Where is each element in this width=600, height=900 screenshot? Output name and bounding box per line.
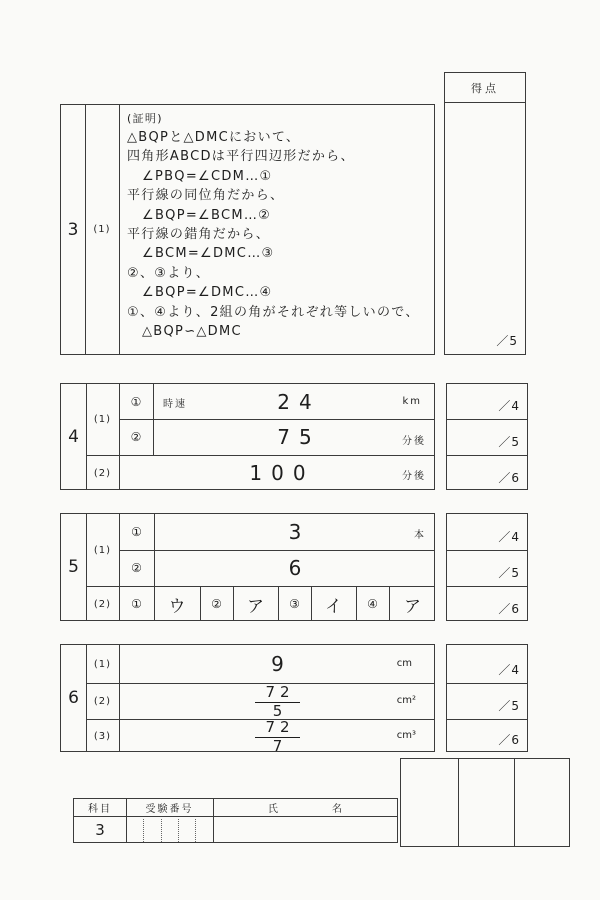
q5-choice-label-3: ③ bbox=[289, 597, 300, 611]
q4-row3-answer-cell bbox=[119, 455, 436, 491]
q6-score-box bbox=[446, 644, 528, 752]
q6-score-2: ／5 bbox=[498, 699, 520, 713]
q5-score-cell-2 bbox=[447, 550, 527, 586]
q3-part-label: (1) bbox=[93, 224, 111, 235]
q6-row2-answer-cell bbox=[119, 683, 436, 719]
q5-part1-cell bbox=[86, 514, 119, 586]
name-header-cell bbox=[213, 799, 399, 816]
q5-part2-cell bbox=[86, 586, 119, 622]
q6-score-cell-2 bbox=[447, 683, 527, 719]
q4-score-box bbox=[446, 383, 528, 490]
q6-score-3: ／6 bbox=[498, 733, 520, 747]
q6-row1-unit: cm bbox=[396, 658, 412, 669]
q6-row3-answer-cell bbox=[119, 719, 436, 753]
q6-score-1: ／4 bbox=[498, 663, 520, 677]
examno-header-cell bbox=[126, 799, 213, 816]
q4-part1-cell bbox=[86, 384, 119, 455]
q5-choice-label-cell bbox=[278, 586, 311, 622]
q6-number: 6 bbox=[68, 688, 79, 708]
q6-part1-cell bbox=[86, 645, 119, 683]
q6-number-cell bbox=[61, 645, 86, 751]
q6-part2-cell bbox=[86, 683, 119, 719]
q4-score-3: ／6 bbox=[498, 471, 520, 485]
q6-row3-numerator: 72 bbox=[255, 719, 299, 738]
q5-row1-answer: 3 bbox=[288, 520, 311, 544]
q5-number-cell bbox=[61, 514, 86, 620]
q3-number: 3 bbox=[67, 219, 79, 240]
score-header-divider bbox=[445, 102, 525, 103]
q6-row1-answer-cell bbox=[119, 645, 436, 683]
exam-number-label: 受験番号 bbox=[145, 804, 194, 815]
q6-row2-fraction bbox=[255, 684, 299, 719]
q5-number: 5 bbox=[68, 557, 79, 577]
q5-row2-circle: ② bbox=[131, 561, 142, 575]
grading-box bbox=[400, 758, 570, 847]
q4-row1-unit: km bbox=[402, 396, 422, 407]
subject-header-cell bbox=[74, 799, 126, 816]
q4-part1-label: (1) bbox=[93, 414, 112, 425]
q4-score-1: ／4 bbox=[498, 399, 520, 413]
q6-score-cell-3 bbox=[447, 719, 527, 753]
q4-row2-circle: ② bbox=[130, 430, 142, 444]
name-input-cell bbox=[213, 816, 399, 844]
q5-score-1: ／4 bbox=[498, 530, 520, 544]
proof-line: ∠PBQ=∠CDM…① bbox=[142, 168, 273, 184]
q4-part2-label: (2) bbox=[93, 467, 112, 479]
q5-choice-label-2: ② bbox=[211, 597, 222, 611]
q5-part1-label: (1) bbox=[93, 544, 112, 556]
q6-part3-label: (3) bbox=[93, 730, 112, 742]
q6-box bbox=[60, 644, 435, 755]
score-column-box bbox=[444, 72, 526, 355]
grading-box-cell bbox=[401, 759, 458, 846]
q4-row3-answer: 100 bbox=[249, 461, 315, 485]
q5-score-3: ／6 bbox=[498, 602, 520, 616]
q6-part3-cell bbox=[86, 719, 119, 753]
proof-line: △BQP∽△DMC bbox=[142, 324, 242, 340]
subject-label: 科目 bbox=[88, 804, 112, 815]
q5-choice-answer-4: ア bbox=[404, 596, 421, 617]
q6-row2-unit: cm² bbox=[396, 695, 416, 706]
score-column-header bbox=[445, 73, 525, 102]
q4-row3-unit: 分後 bbox=[402, 471, 426, 482]
proof-line: 平行線の錯角だから、 bbox=[127, 227, 271, 243]
q6-part1-label: (1) bbox=[93, 658, 112, 670]
q4-row2-circle-cell bbox=[119, 419, 153, 455]
q5-choice-answer-2: ア bbox=[247, 596, 264, 617]
q5-row2-circle-cell bbox=[119, 550, 154, 586]
q3-box bbox=[60, 104, 435, 355]
q5-choice-answer-cell bbox=[311, 586, 356, 622]
score-header-label: 得点 bbox=[471, 81, 499, 95]
q4-row2-answer-cell bbox=[153, 419, 436, 455]
q5-row1-circle-cell bbox=[119, 514, 154, 550]
proof-line: △BQPと△DMCにおいて、 bbox=[127, 130, 301, 145]
q4-row1-circle: ① bbox=[130, 394, 142, 409]
q3-part-divider bbox=[119, 105, 120, 354]
candidate-info-table bbox=[73, 798, 398, 843]
examno-digit-divider bbox=[143, 819, 144, 842]
proof-line: ①、④より、2組の角がそれぞれ等しいので、 bbox=[127, 304, 420, 320]
q5-choice-answer-cell bbox=[389, 586, 436, 622]
grading-box-cell bbox=[514, 759, 571, 846]
q6-part2-label: (2) bbox=[93, 695, 112, 707]
q4-score-cell-3 bbox=[447, 455, 527, 491]
proof-line: ∠BQP=∠DMC…④ bbox=[142, 285, 273, 301]
q4-row1-prefix: 時速 bbox=[163, 399, 187, 410]
q3-proof-text bbox=[127, 109, 420, 341]
q5-box bbox=[60, 513, 435, 621]
q4-box bbox=[60, 383, 435, 490]
q5-row1-answer-cell bbox=[154, 514, 436, 550]
q5-choice-answer-3: イ bbox=[325, 596, 342, 617]
proof-line: ②、③より、 bbox=[127, 265, 211, 281]
q4-number: 4 bbox=[68, 426, 79, 447]
q4-score-cell-1 bbox=[447, 384, 527, 419]
q4-score-2: ／5 bbox=[498, 435, 520, 449]
q5-row3-circle: ① bbox=[131, 597, 142, 611]
q5-choice-answer-cell bbox=[233, 586, 278, 622]
q5-row1-unit: 本 bbox=[414, 530, 426, 541]
q4-number-cell bbox=[61, 384, 86, 489]
q6-row3-fraction bbox=[255, 719, 299, 754]
q5-score-cell-3 bbox=[447, 586, 527, 622]
subject-value-cell bbox=[74, 816, 126, 844]
q5-choice-answer-cell bbox=[154, 586, 200, 622]
q6-row2-denominator: 5 bbox=[272, 701, 283, 720]
grading-box-cell bbox=[458, 759, 514, 846]
proof-line: ∠BQP=∠BCM…② bbox=[142, 207, 272, 223]
q5-row2-answer-cell bbox=[154, 550, 436, 586]
q3-part-cell bbox=[85, 105, 119, 354]
examno-digit-divider bbox=[178, 819, 179, 842]
name-label-right: 名 bbox=[332, 804, 344, 815]
q5-choice-label-cell bbox=[356, 586, 389, 622]
q4-row2-answer: 75 bbox=[277, 425, 321, 449]
q4-row1-answer: 24 bbox=[277, 389, 321, 414]
q5-score-box bbox=[446, 513, 528, 621]
examno-digit-divider bbox=[195, 819, 196, 842]
q5-choice-answer-1: ウ bbox=[168, 596, 186, 617]
q6-row2-numerator: 72 bbox=[255, 684, 299, 703]
q4-row1-answer-cell bbox=[153, 384, 436, 419]
q5-row2-answer: 6 bbox=[288, 556, 311, 580]
q6-row3-denominator: 7 bbox=[272, 736, 283, 755]
q5-part2-label: (2) bbox=[93, 598, 112, 610]
q5-score-2: ／5 bbox=[498, 566, 520, 580]
q6-row3-unit: cm³ bbox=[396, 730, 416, 741]
name-label-left: 氏 bbox=[268, 804, 280, 815]
q5-row1-circle: ① bbox=[131, 525, 142, 539]
q3-score-value: ／5 bbox=[496, 334, 518, 348]
subject-value: 3 bbox=[95, 821, 105, 839]
q4-score-cell-2 bbox=[447, 419, 527, 455]
q5-choice-label-cell bbox=[200, 586, 233, 622]
q3-number-cell bbox=[61, 105, 85, 354]
examno-digit-divider bbox=[161, 819, 162, 842]
q3-score-cell bbox=[445, 324, 525, 354]
q4-row1-circle-cell bbox=[119, 384, 153, 419]
proof-line: 平行線の同位角だから、 bbox=[127, 188, 285, 204]
q4-part2-cell bbox=[86, 455, 119, 491]
proof-line: ∠BCM=∠DMC…③ bbox=[142, 246, 275, 262]
q6-row1-answer: 9 bbox=[271, 652, 293, 676]
q5-row3-circle-cell bbox=[119, 586, 154, 622]
q5-choice-label-4: ④ bbox=[367, 597, 378, 611]
q5-score-cell-1 bbox=[447, 514, 527, 550]
proof-line: (証明) bbox=[127, 112, 163, 125]
proof-line: 四角形ABCDは平行四辺形だから、 bbox=[127, 149, 355, 165]
exam-number-input-cell bbox=[126, 816, 213, 844]
q6-score-cell-1 bbox=[447, 645, 527, 683]
q4-row2-unit: 分後 bbox=[402, 436, 426, 447]
